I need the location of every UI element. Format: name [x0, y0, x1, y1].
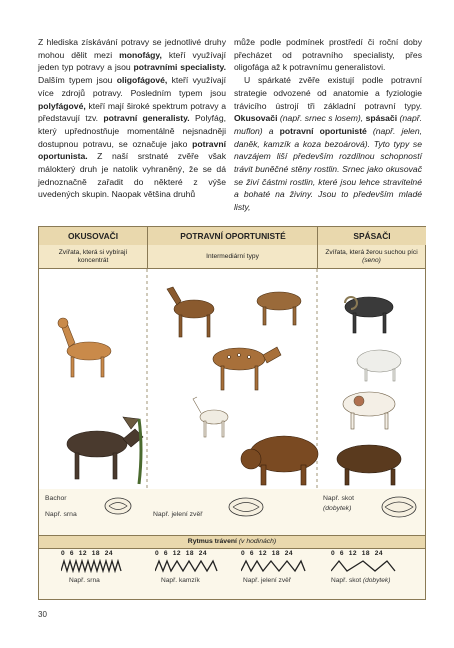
page-number: 30: [38, 610, 47, 619]
text-column-right: [234, 36, 422, 214]
rhythm-wave-chamois: [155, 559, 221, 573]
rhythm-example-chamois: Např. kamzík: [161, 577, 200, 584]
roe-deer-icon: [58, 318, 111, 377]
subheader-browsers: Zvířata, která si vybírají koncentrát: [39, 245, 147, 269]
paragraph: Z hlediska získávání potravy se jednotlivé druhy mohou dělit mezi monofágy, kteří využívají jeden typ potravy a jsou potravními specialisty. Dalším typem jsou oligofágové, kteří využívají více zdrojů potravy. Posledním typem jsou polyfágové, kteří mají široké spektrum potravy a představují tzv. potravní generalisty. Polyfág, který upřednostňuje momentálně nejsnadněji dostupnou potravu, se označuje jako potravní oportunista. Z naší srstnaté zvěře však málokterý druh je natolik vyhraněný, že se dá jednoznačně zařadit do některé z výše uvedených skupin. Naopak většina druhů: [38, 37, 226, 200]
rhythm-title: Rytmus trávení (v hodinách): [39, 535, 425, 549]
stomach-cattle-icon: [379, 495, 419, 519]
hour-ticks-browsers: 0 6 12 18 24: [61, 550, 114, 557]
bison-icon: [241, 436, 318, 485]
sheep-icon: [357, 350, 401, 381]
chamois-icon: [257, 292, 301, 325]
rhythm-example-deer: Např. jelení zvěř: [243, 577, 292, 584]
stomach-deer-icon: [225, 495, 267, 519]
feeding-types-figure: [38, 226, 426, 600]
rhythm-wave-roe: [61, 559, 127, 573]
cattle-icon: [337, 445, 401, 485]
fallow-deer-icon: [213, 347, 281, 390]
header-grazers: SPÁSAČI: [317, 227, 426, 246]
moose-icon: [67, 417, 143, 479]
rhythm-example-roe: Např. srna: [69, 577, 100, 584]
hour-ticks-chamois: 0 6 12 18 24: [155, 550, 208, 557]
stomach-example-cattle: Např. skot: [323, 495, 354, 502]
stomach-label: Bachor: [45, 495, 67, 502]
subheader-grazers: Zvířata, která žerou suchou píci (seno): [317, 245, 425, 269]
stomach-roe-icon: [101, 495, 135, 517]
subheader-intermediate: Intermediární typy: [147, 245, 317, 269]
stomach-example-cattle-note: (dobytek): [323, 505, 352, 512]
header-intermediate: POTRAVNÍ OPORTUNISTÉ: [147, 227, 318, 246]
goat-icon: [193, 397, 228, 437]
header-browsers: OKUSOVAČI: [39, 227, 147, 246]
rhythm-wave-cattle: [331, 559, 397, 573]
paragraph: může podle podmínek prostředí či roční doby přecházet od potravního specialisty, přes oligofága až k potravnímu generalistovi.: [234, 37, 422, 73]
rhythm-wave-deer: [241, 559, 307, 573]
hour-ticks-cattle: 0 6 12 18 24: [331, 550, 384, 557]
text-column-left: [38, 36, 226, 201]
rhythm-example-cattle: Např. skot (dobytek): [331, 577, 391, 584]
stomach-example-roe: Např. srna: [45, 511, 77, 518]
mouflon-icon: [345, 297, 393, 333]
cow-icon: [343, 392, 395, 429]
stomach-example-deer: Např. jelení zvěř: [153, 511, 203, 518]
paragraph: U spárkaté zvěře existují podle potravní strategie odvozené od anatomie a fyziologie trávicího ústrojí tři základní potravní typy. Okusovači (např. srnec s losem), spásači (např. muflon) a potravní oportunisté (např. jelen, daněk, kamzík a koza bezoárová). Tyto typy se navzájem liší především rozdílnou schopností trávit buněčné stěny rostlin. Srnec jako okusovač se živí částmi rostlin, které jsou lehce stravitelné a bohaté na živiny. Jsou to především mladé listy,: [234, 75, 422, 213]
hour-ticks-deer: 0 6 12 18 24: [241, 550, 294, 557]
animals-illustration: [39, 269, 425, 489]
red-deer-icon: [167, 287, 214, 337]
